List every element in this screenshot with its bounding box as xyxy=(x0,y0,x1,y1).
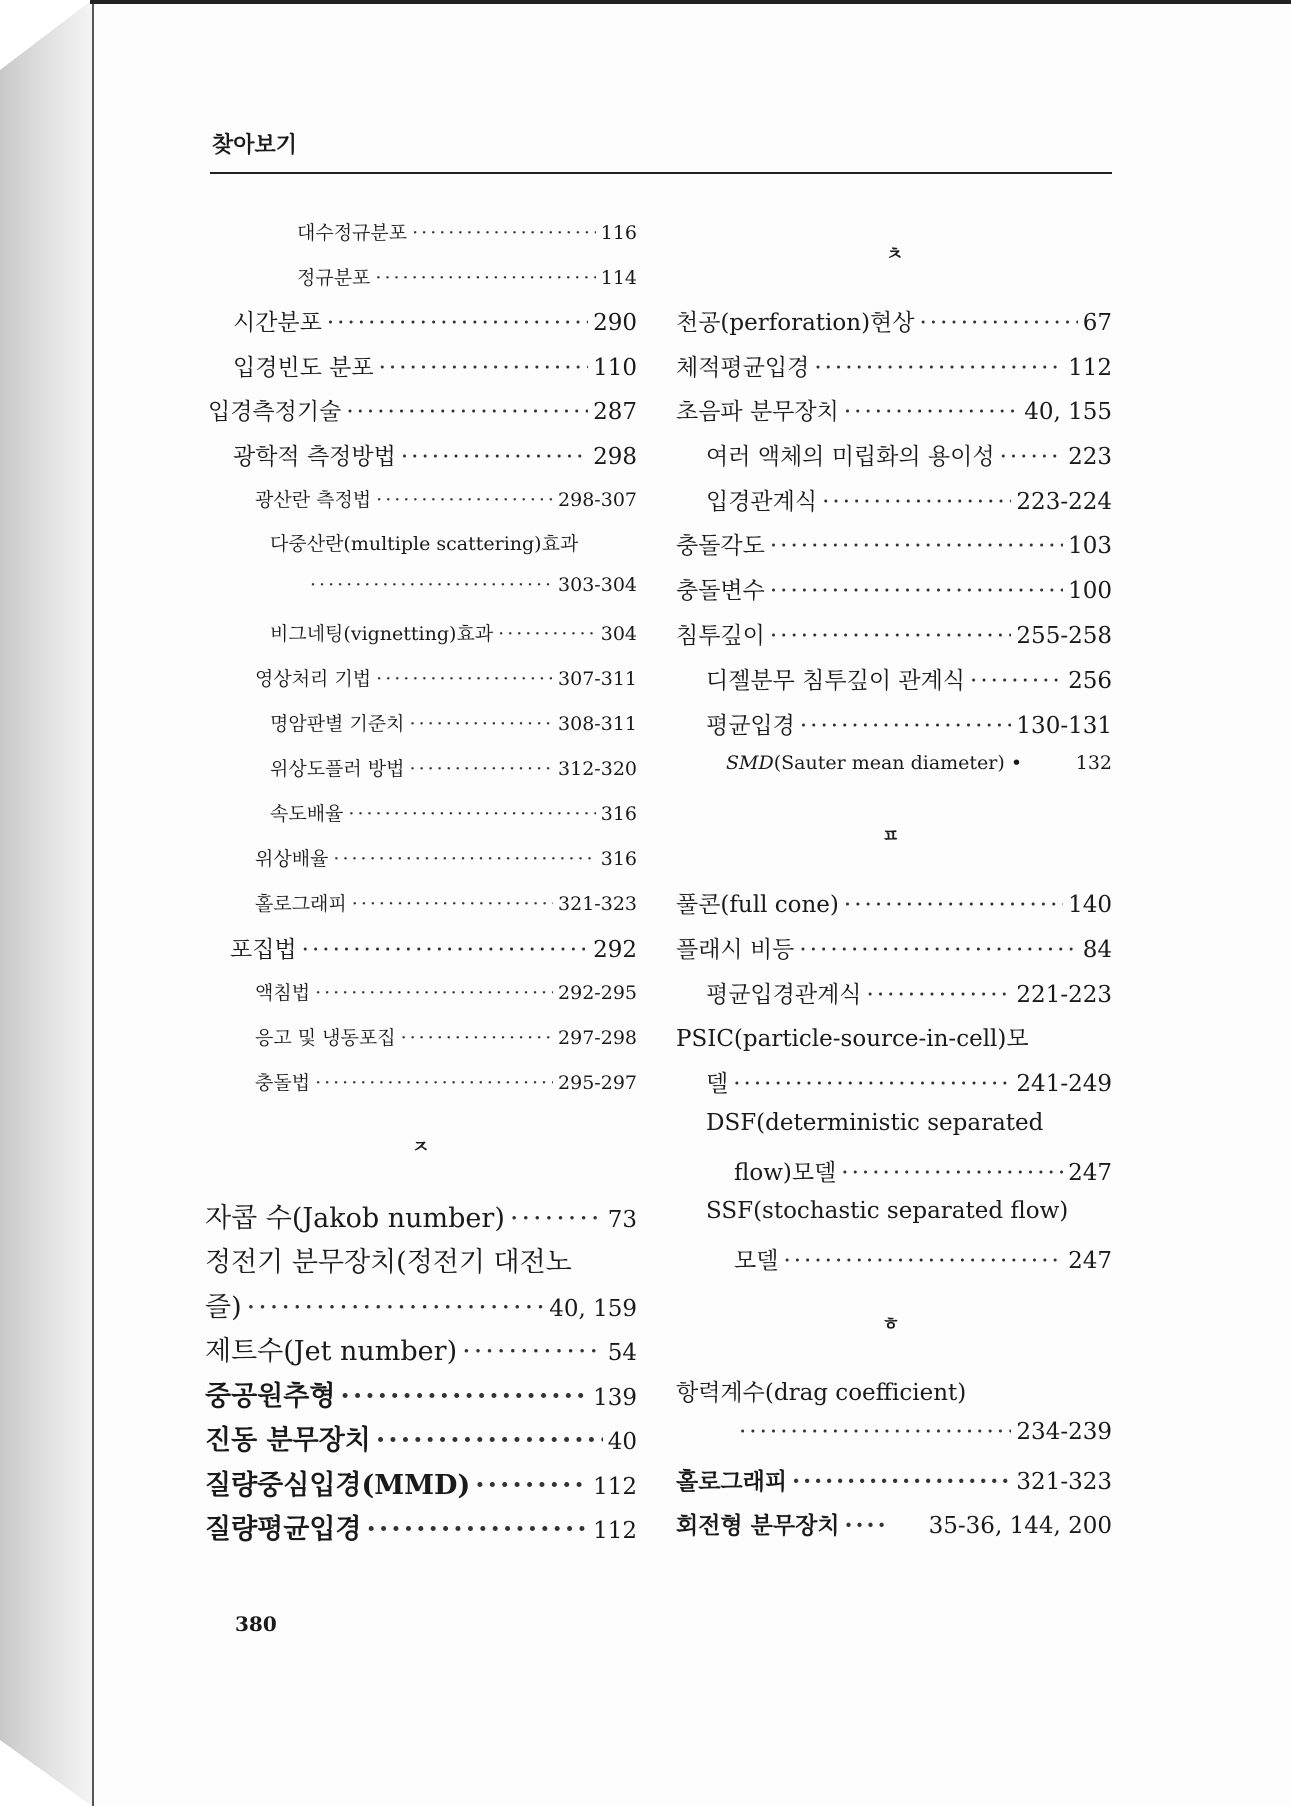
index-entry: 항력계수(drag coefficient) xyxy=(676,1380,967,1406)
index-entry: 델 ····· 241-249 xyxy=(706,1065,1112,1098)
index-entry: 평균입경관계식 ····· 221-223 xyxy=(706,976,1112,1009)
index-entry: 디젤분무 침투깊이 관계식 ····· 256 xyxy=(706,662,1112,695)
index-entry: 속도배율 ····· 316 xyxy=(270,799,637,826)
index-entry: 대수정규분포 ····· 116 xyxy=(297,218,637,245)
book-spine xyxy=(0,0,92,1806)
index-entry: 정규분포 ····· 114 xyxy=(297,263,637,290)
index-entry: 입경빈도 분포 ····· 110 xyxy=(233,349,637,382)
index-entry: 위상배율 ····· 316 xyxy=(255,844,637,871)
index-entry: 홀로그래피 ····· 321-323 xyxy=(676,1463,1112,1496)
index-entry: ····· 303-304 xyxy=(305,574,637,596)
index-entry: 진동 분무장치 ····· 40 xyxy=(205,1418,637,1457)
index-entry: 충돌각도 ····· 103 xyxy=(676,527,1112,560)
running-header: 찾아보기 xyxy=(212,133,298,158)
section-letter: ㅎ xyxy=(882,1314,900,1335)
index-entry: 풀콘(full cone) ····· 140 xyxy=(676,886,1112,919)
index-entry: SMD(Sauter mean diameter) • 132 xyxy=(726,752,1112,774)
page-top-edge xyxy=(90,0,1291,4)
index-entry: flow)모델 ····· 247 xyxy=(734,1154,1112,1187)
index-entry: 제트수(Jet number) ····· 54 xyxy=(205,1329,637,1368)
index-entry: 광학적 측정방법 ····· 298 xyxy=(233,438,637,471)
index-entry: SSF(stochastic separated flow) xyxy=(706,1198,1069,1224)
index-entry: 홀로그래피 ····· 321-323 xyxy=(255,889,637,916)
index-entry: 천공(perforation)현상 ····· 67 xyxy=(676,304,1112,337)
index-entry: ····· 234-239 xyxy=(734,1419,1112,1445)
page-number: 380 xyxy=(235,1612,277,1636)
index-entry: 명암판별 기준치 ····· 308-311 xyxy=(270,709,637,736)
index-entry: 영상처리 기법 ····· 307-311 xyxy=(255,664,637,691)
index-entry: 체적평균입경 ····· 112 xyxy=(676,349,1112,382)
section-letter: ㅊ xyxy=(886,244,904,265)
index-entry: 질량중심입경(MMD) ····· 112 xyxy=(205,1463,637,1502)
index-entry: 중공원추형 ····· 139 xyxy=(205,1374,637,1413)
index-entry: DSF(deterministic separated xyxy=(706,1110,1044,1136)
index-entry: 입경관계식 ····· 223-224 xyxy=(706,483,1112,516)
index-entry: 침투깊이 ····· 255-258 xyxy=(676,617,1112,650)
index-entry: 다중산란(multiple scattering)효과 xyxy=(270,533,579,555)
index-entry: 여러 액체의 미립화의 용이성 ····· 223 xyxy=(706,438,1112,471)
header-rule xyxy=(210,172,1112,174)
index-entry: 광산란 측정법 ····· 298-307 xyxy=(255,485,637,512)
index-entry: 플래시 비등 ····· 84 xyxy=(676,931,1112,964)
index-entry: 초음파 분무장치 ····· 40, 155 xyxy=(676,393,1112,426)
index-entry: 응고 및 냉동포집 ····· 297-298 xyxy=(255,1023,637,1050)
index-entry: 비그네팅(vignetting)효과 ····· 304 xyxy=(270,619,637,646)
index-entry: 시간분포 ····· 290 xyxy=(233,304,637,337)
index-entry: 충돌법 ····· 295-297 xyxy=(255,1068,637,1095)
index-entry: 질량평균입경 ····· 112 xyxy=(205,1507,637,1546)
index-entry: 정전기 분무장치(정전기 대전노 xyxy=(205,1247,572,1278)
index-entry: 입경측정기술 ····· 287 xyxy=(208,393,637,426)
index-entry: 충돌변수 ····· 100 xyxy=(676,572,1112,605)
section-letter: ㅈ xyxy=(412,1137,430,1158)
index-entry: 액침법 ····· 292-295 xyxy=(255,978,637,1005)
index-entry: 회전형 분무장치 ····· 35-36, 144, 200 xyxy=(676,1507,1112,1540)
index-entry: 평균입경 ····· 130-131 xyxy=(706,707,1112,740)
index-entry: 자콥 수(Jakob number) ····· 73 xyxy=(205,1196,637,1235)
index-entry: 즐) ····· 40, 159 xyxy=(205,1285,637,1324)
index-entry: PSIC(particle-source-in-cell)모 xyxy=(676,1026,1029,1052)
index-entry: 위상도플러 방법 ····· 312-320 xyxy=(270,754,637,781)
section-letter: ㅍ xyxy=(882,826,900,847)
index-entry: 포집법 ····· 292 xyxy=(230,931,637,964)
index-entry: 모델 ····· 247 xyxy=(734,1242,1112,1275)
